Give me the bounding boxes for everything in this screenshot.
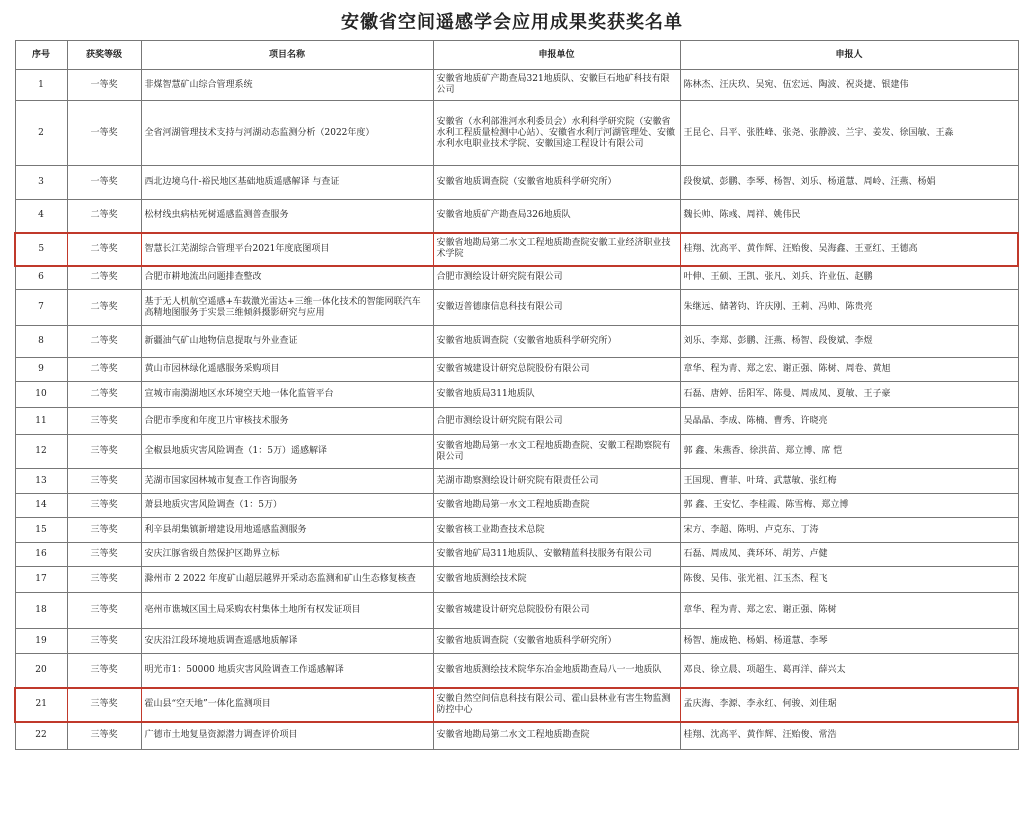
cell-people: 段俊斌、彭鹏、李琴、杨智、刘乐、杨道慧、周岭、汪燕、杨娟	[680, 166, 1018, 200]
cell-people: 郭 鑫、朱燕香、徐洪苗、郑立博、席 恺	[680, 435, 1018, 469]
cell-award-level: 二等奖	[67, 266, 141, 290]
cell-award-level: 二等奖	[67, 200, 141, 233]
cell-project-name: 滁州市 2 2022 年度矿山超层越界开采动态监测和矿山生态修复核查	[141, 567, 433, 593]
cell-award-level: 二等奖	[67, 358, 141, 382]
cell-award-level: 三等奖	[67, 408, 141, 435]
cell-unit: 安徽省地质调查院（安徽省地质科学研究所）	[433, 629, 680, 654]
cell-unit: 安徽省城建设计研究总院股份有限公司	[433, 593, 680, 629]
cell-number: 8	[15, 326, 67, 358]
cell-people: 叶伸、王硕、王凯、张凡、刘兵、许业伍、赵鹏	[680, 266, 1018, 290]
cell-award-level: 二等奖	[67, 382, 141, 408]
cell-number: 6	[15, 266, 67, 290]
cell-project-name: 合肥市耕地流出问题排查整改	[141, 266, 433, 290]
cell-award-level: 一等奖	[67, 70, 141, 101]
cell-number: 14	[15, 494, 67, 518]
col-header-no: 序号	[15, 41, 67, 70]
table-row	[15, 435, 1018, 469]
cell-unit: 安徽省核工业勘查技术总院	[433, 518, 680, 543]
cell-award-level: 三等奖	[67, 722, 141, 750]
cell-people: 桂翔、沈高平、黄作辉、汪贻俊、吴海鑫、王亚红、王德高	[680, 233, 1018, 266]
col-header-project: 项目名称	[141, 41, 433, 70]
cell-unit: 安徽省地矿局311地质队、安徽精蓝科技服务有限公司	[433, 543, 680, 567]
cell-unit: 安徽省地勘局第一水文工程地质勘查院、安徽工程勘察院有限公司	[433, 435, 680, 469]
cell-unit: 安徽省（水利部淮河水利委员会）水利科学研究院（安徽省水利工程质量检测中心站）、安徽省水利厅河湖管理处、安徽水利水电职业技术学院、安徽国途工程设计有限公司	[433, 101, 680, 166]
cell-unit: 安徽省地勘局第二水文工程地质勘查院	[433, 722, 680, 750]
cell-number: 2	[15, 101, 67, 166]
cell-project-name: 西北边境乌什-裕民地区基础地质遥感解译 与查证	[141, 166, 433, 200]
cell-unit: 芜湖市勘察测绘设计研究院有限责任公司	[433, 469, 680, 494]
table-row	[15, 494, 1018, 518]
cell-unit: 安徽省地质测绘技术院华东冶金地质勘查局八一一地质队	[433, 654, 680, 688]
table-row	[15, 382, 1018, 408]
cell-number: 16	[15, 543, 67, 567]
cell-unit: 安徽省地勘局第二水文工程地质勘查院安徽工业经济职业技术学院	[433, 233, 680, 266]
table-row	[15, 688, 1018, 722]
cell-unit: 安徽省城建设计研究总院股份有限公司	[433, 358, 680, 382]
cell-unit: 安徽省地质调查院（安徽省地质科学研究所）	[433, 166, 680, 200]
cell-project-name: 黄山市园林绿化遥感服务采购项目	[141, 358, 433, 382]
cell-project-name: 利辛县胡集镇新增建设用地遥感监测服务	[141, 518, 433, 543]
cell-people: 魏长帅、陈彧、周祥、姚伟民	[680, 200, 1018, 233]
cell-project-name: 全椒县地质灾害风险调查（1：5万）遥感解译	[141, 435, 433, 469]
cell-number: 20	[15, 654, 67, 688]
table-row	[15, 654, 1018, 688]
cell-number: 5	[15, 233, 67, 266]
cell-number: 22	[15, 722, 67, 750]
table-row	[15, 358, 1018, 382]
cell-project-name: 广德市土地复垦资源潜力调查评价项目	[141, 722, 433, 750]
table-row	[15, 70, 1018, 101]
cell-people: 桂翔、沈高平、黄作辉、汪贻俊、常浩	[680, 722, 1018, 750]
cell-award-level: 一等奖	[67, 101, 141, 166]
cell-project-name: 安庆江豚省级自然保护区勘界立标	[141, 543, 433, 567]
cell-award-level: 二等奖	[67, 233, 141, 266]
table-row	[15, 567, 1018, 593]
cell-number: 9	[15, 358, 67, 382]
col-header-unit: 申报单位	[433, 41, 680, 70]
cell-project-name: 明光市1：50000 地质灾害风险调查工作遥感解译	[141, 654, 433, 688]
cell-unit: 合肥市测绘设计研究院有限公司	[433, 408, 680, 435]
cell-number: 15	[15, 518, 67, 543]
table-body	[15, 70, 1018, 750]
cell-unit: 安徽省地质调查院（安徽省地质科学研究所）	[433, 326, 680, 358]
cell-project-name: 芜湖市国家园林城市复查工作咨询服务	[141, 469, 433, 494]
cell-number: 3	[15, 166, 67, 200]
cell-people: 邓良、徐立晨、项超生、葛再洋、薛兴太	[680, 654, 1018, 688]
page-title: 安徽省空间遥感学会应用成果奖获奖名单	[341, 12, 683, 33]
cell-people: 陈俊、吴伟、张光祖、江玉杰、程飞	[680, 567, 1018, 593]
table-row	[15, 593, 1018, 629]
cell-number: 12	[15, 435, 67, 469]
cell-unit: 安徽迈普德康信息科技有限公司	[433, 290, 680, 326]
table-row	[15, 101, 1018, 166]
table-row	[15, 266, 1018, 290]
cell-project-name: 智慧长江芜湖综合管理平台2021年度底图项目	[141, 233, 433, 266]
cell-people: 孟庆海、李源、李永红、何骏、刘佳琚	[680, 688, 1018, 722]
table-row	[15, 290, 1018, 326]
cell-unit: 安徽省地质局311地质队	[433, 382, 680, 408]
cell-project-name: 亳州市谯城区国土局采购农村集体土地所有权发证项目	[141, 593, 433, 629]
cell-award-level: 三等奖	[67, 518, 141, 543]
table-row	[15, 326, 1018, 358]
cell-project-name: 萧县地质灾害风险调查（1：5万）	[141, 494, 433, 518]
cell-project-name: 松材线虫病枯死树遥感监测普查服务	[141, 200, 433, 233]
cell-award-level: 三等奖	[67, 435, 141, 469]
cell-unit: 合肥市测绘设计研究院有限公司	[433, 266, 680, 290]
cell-people: 石磊、唐婷、岳阳军、陈曼、周成凤、夏敏、王子豪	[680, 382, 1018, 408]
cell-award-level: 三等奖	[67, 593, 141, 629]
cell-award-level: 一等奖	[67, 166, 141, 200]
cell-unit: 安徽省地质矿产勘查局326地质队	[433, 200, 680, 233]
cell-unit: 安徽省地质测绘技术院	[433, 567, 680, 593]
cell-number: 17	[15, 567, 67, 593]
cell-project-name: 全省河湖管理技术支持与河湖动态监测分析（2022年度）	[141, 101, 433, 166]
cell-project-name: 基于无人机航空遥感+车载激光雷达+三维一体化技术的智能网联汽车高精地图服务于实景三维倾斜摄影研究与应用	[141, 290, 433, 326]
cell-people: 杨智、施成艳、杨娟、杨道慧、李琴	[680, 629, 1018, 654]
cell-project-name: 新疆油气矿山地物信息提取与外业查证	[141, 326, 433, 358]
cell-number: 10	[15, 382, 67, 408]
cell-people: 吴晶晶、李成、陈楠、曹秀、许晓亮	[680, 408, 1018, 435]
table-row	[15, 629, 1018, 654]
cell-people: 刘乐、李郑、彭鹏、汪燕、杨智、段俊斌、李煜	[680, 326, 1018, 358]
table-row	[15, 408, 1018, 435]
table-header-row	[15, 41, 1018, 70]
cell-project-name: 霍山县“空天地”一体化监测项目	[141, 688, 433, 722]
cell-award-level: 二等奖	[67, 326, 141, 358]
col-header-level: 获奖等级	[67, 41, 141, 70]
table-row	[15, 469, 1018, 494]
cell-unit: 安徽省地勘局第一水文工程地质勘查院	[433, 494, 680, 518]
table-row	[15, 518, 1018, 543]
cell-number: 4	[15, 200, 67, 233]
cell-people: 章华、程为青、郑之宏、谢正强、陈树、周卷、黄旭	[680, 358, 1018, 382]
cell-number: 13	[15, 469, 67, 494]
cell-project-name: 宣城市南漪湖地区水环境空天地一体化监管平台	[141, 382, 433, 408]
cell-number: 19	[15, 629, 67, 654]
table-row	[15, 233, 1018, 266]
cell-number: 21	[15, 688, 67, 722]
cell-project-name: 非煤智慧矿山综合管理系统	[141, 70, 433, 101]
cell-number: 1	[15, 70, 67, 101]
table-row	[15, 200, 1018, 233]
cell-people: 郭 鑫、王安忆、李桂霞、陈雪梅、郑立博	[680, 494, 1018, 518]
cell-award-level: 三等奖	[67, 629, 141, 654]
cell-award-level: 三等奖	[67, 654, 141, 688]
cell-number: 7	[15, 290, 67, 326]
cell-people: 王昆仑、吕平、张胜峰、张尧、张静波、兰宇、姜发、徐国敏、王淼	[680, 101, 1018, 166]
cell-number: 18	[15, 593, 67, 629]
cell-people: 王国现、曹菲、叶琦、武慧敏、张红梅	[680, 469, 1018, 494]
cell-award-level: 三等奖	[67, 469, 141, 494]
cell-unit: 安徽省地质矿产勘查局321地质队、安徽巨石地矿科技有限公司	[433, 70, 680, 101]
cell-unit: 安徽自然空间信息科技有限公司、霍山县林业有害生物监测防控中心	[433, 688, 680, 722]
col-header-people: 申报人	[680, 41, 1018, 70]
table-row	[15, 543, 1018, 567]
cell-people: 石磊、周成凤、龚环环、胡芳、卢健	[680, 543, 1018, 567]
cell-award-level: 三等奖	[67, 543, 141, 567]
cell-project-name: 安庆沿江段环境地质调查遥感地质解译	[141, 629, 433, 654]
table-row	[15, 722, 1018, 750]
table-row	[15, 166, 1018, 200]
cell-people: 陈林杰、汪庆玖、吴宛、伍宏远、陶波、祝炎捷、银建伟	[680, 70, 1018, 101]
cell-award-level: 三等奖	[67, 567, 141, 593]
cell-people: 宋方、李超、陈明、卢克东、丁涛	[680, 518, 1018, 543]
cell-award-level: 二等奖	[67, 290, 141, 326]
cell-award-level: 三等奖	[67, 688, 141, 722]
award-table	[14, 40, 1019, 750]
cell-project-name: 合肥市季度和年度卫片审核技术服务	[141, 408, 433, 435]
cell-award-level: 三等奖	[67, 494, 141, 518]
cell-people: 章华、程为青、郑之宏、谢正强、陈树	[680, 593, 1018, 629]
cell-number: 11	[15, 408, 67, 435]
cell-people: 朱继远、储著钧、许庆刚、王莉、冯帅、陈贵亮	[680, 290, 1018, 326]
